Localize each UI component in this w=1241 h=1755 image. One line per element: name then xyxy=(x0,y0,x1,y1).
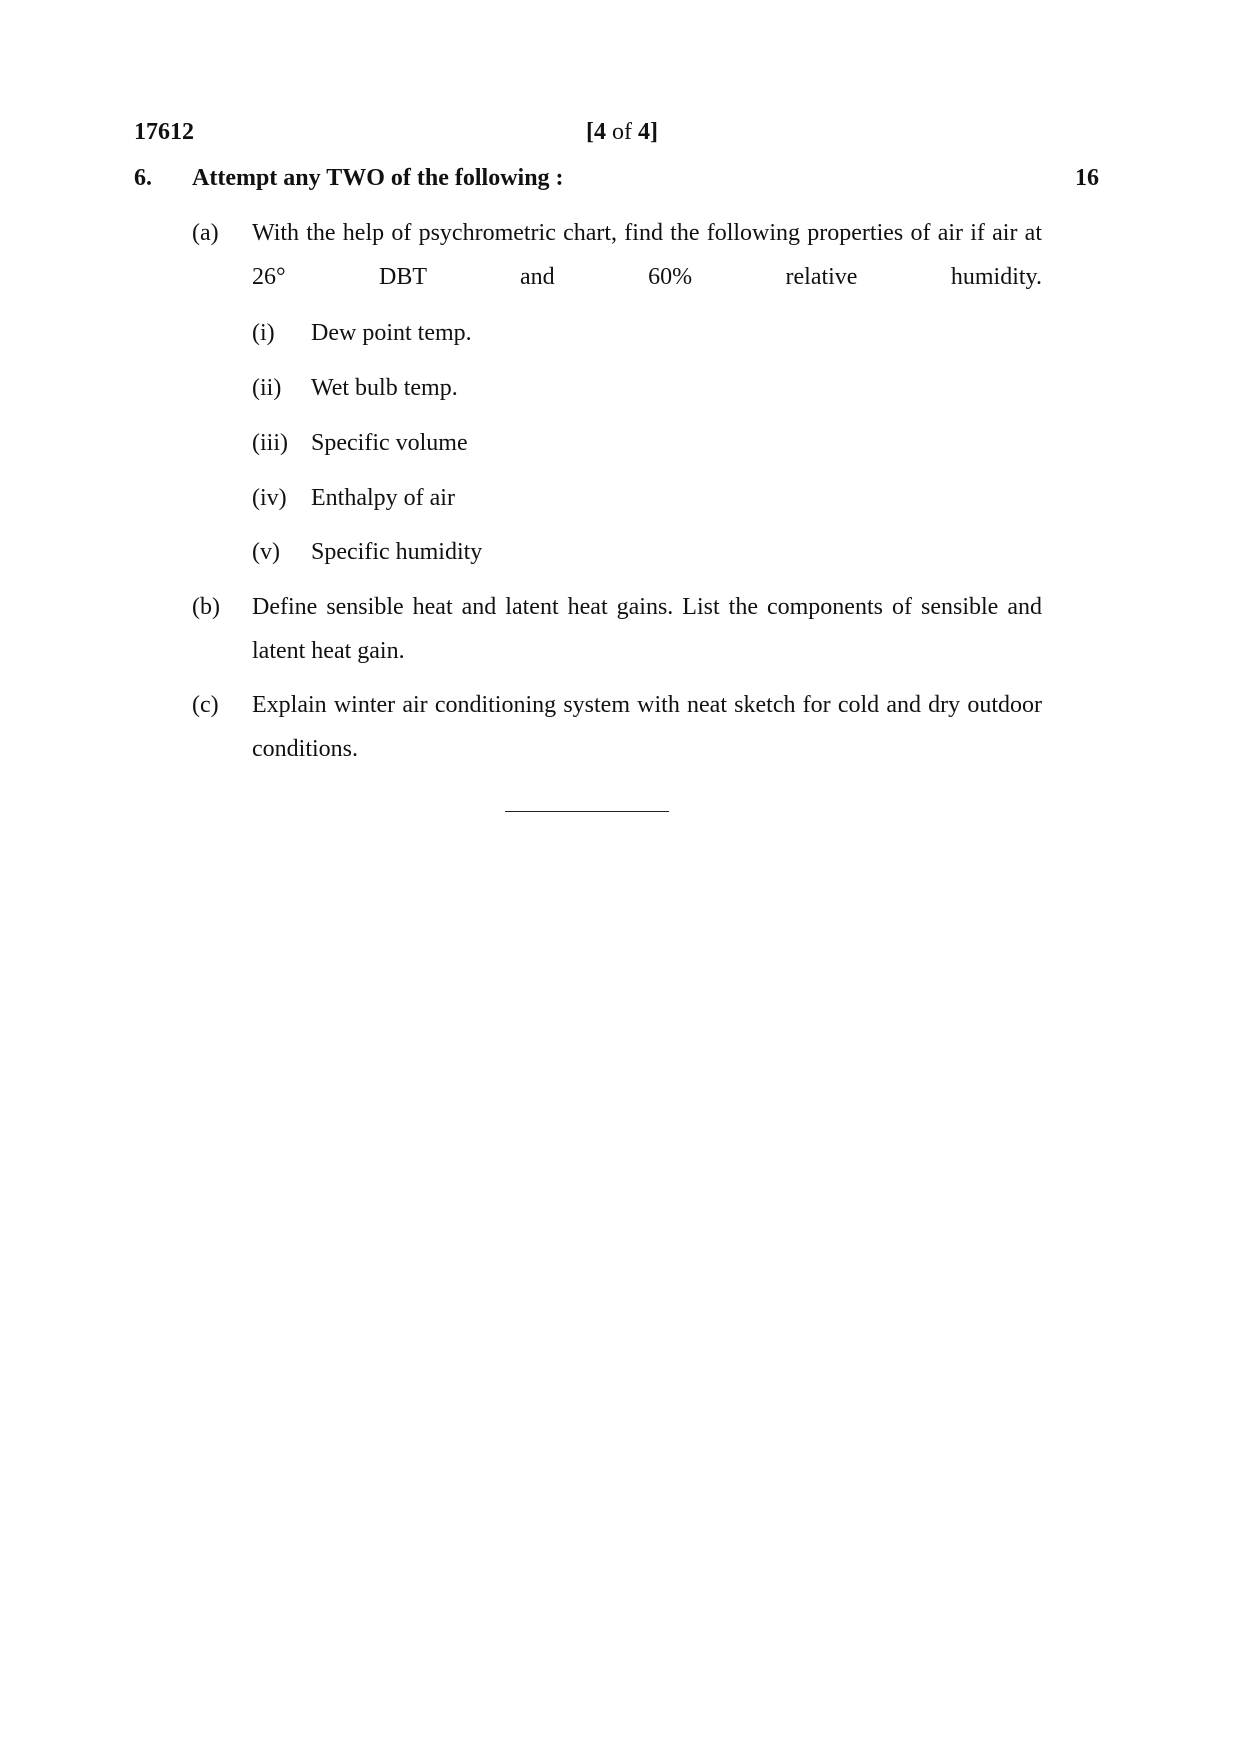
item-iv-text: Enthalpy of air xyxy=(311,485,455,511)
item-iii-text: Specific volume xyxy=(311,430,468,456)
end-of-paper-rule xyxy=(505,811,669,812)
item-v-label: (v) xyxy=(252,539,280,565)
part-b-label: (b) xyxy=(192,594,220,620)
item-ii-text: Wet bulb temp. xyxy=(311,375,458,401)
item-iv-label: (iv) xyxy=(252,485,287,511)
paper-code: 17612 xyxy=(134,119,194,145)
page-indicator: [4 of 4] xyxy=(586,119,658,145)
question-marks: 16 xyxy=(1075,165,1099,191)
item-ii-label: (ii) xyxy=(252,375,282,401)
question-number: 6. xyxy=(134,165,152,191)
item-i-text: Dew point temp. xyxy=(311,320,472,346)
item-iii-label: (iii) xyxy=(252,430,288,456)
part-c-label: (c) xyxy=(192,692,219,718)
part-a-text: With the help of psychrometric chart, find the following properties of air if air at 26° DBT and 60% relative humidity. xyxy=(252,220,1042,290)
part-b-text: Define sensible heat and latent heat gains. List the components of sensible and latent heat gain. xyxy=(252,594,1042,664)
item-v-text: Specific humidity xyxy=(311,539,483,565)
item-i-label: (i) xyxy=(252,320,275,346)
question-title: Attempt any TWO of the following : xyxy=(192,165,564,191)
part-a-label: (a) xyxy=(192,220,219,246)
part-c-text: Explain winter air conditioning system with neat sketch for cold and dry outdoor conditions. xyxy=(252,692,1042,762)
